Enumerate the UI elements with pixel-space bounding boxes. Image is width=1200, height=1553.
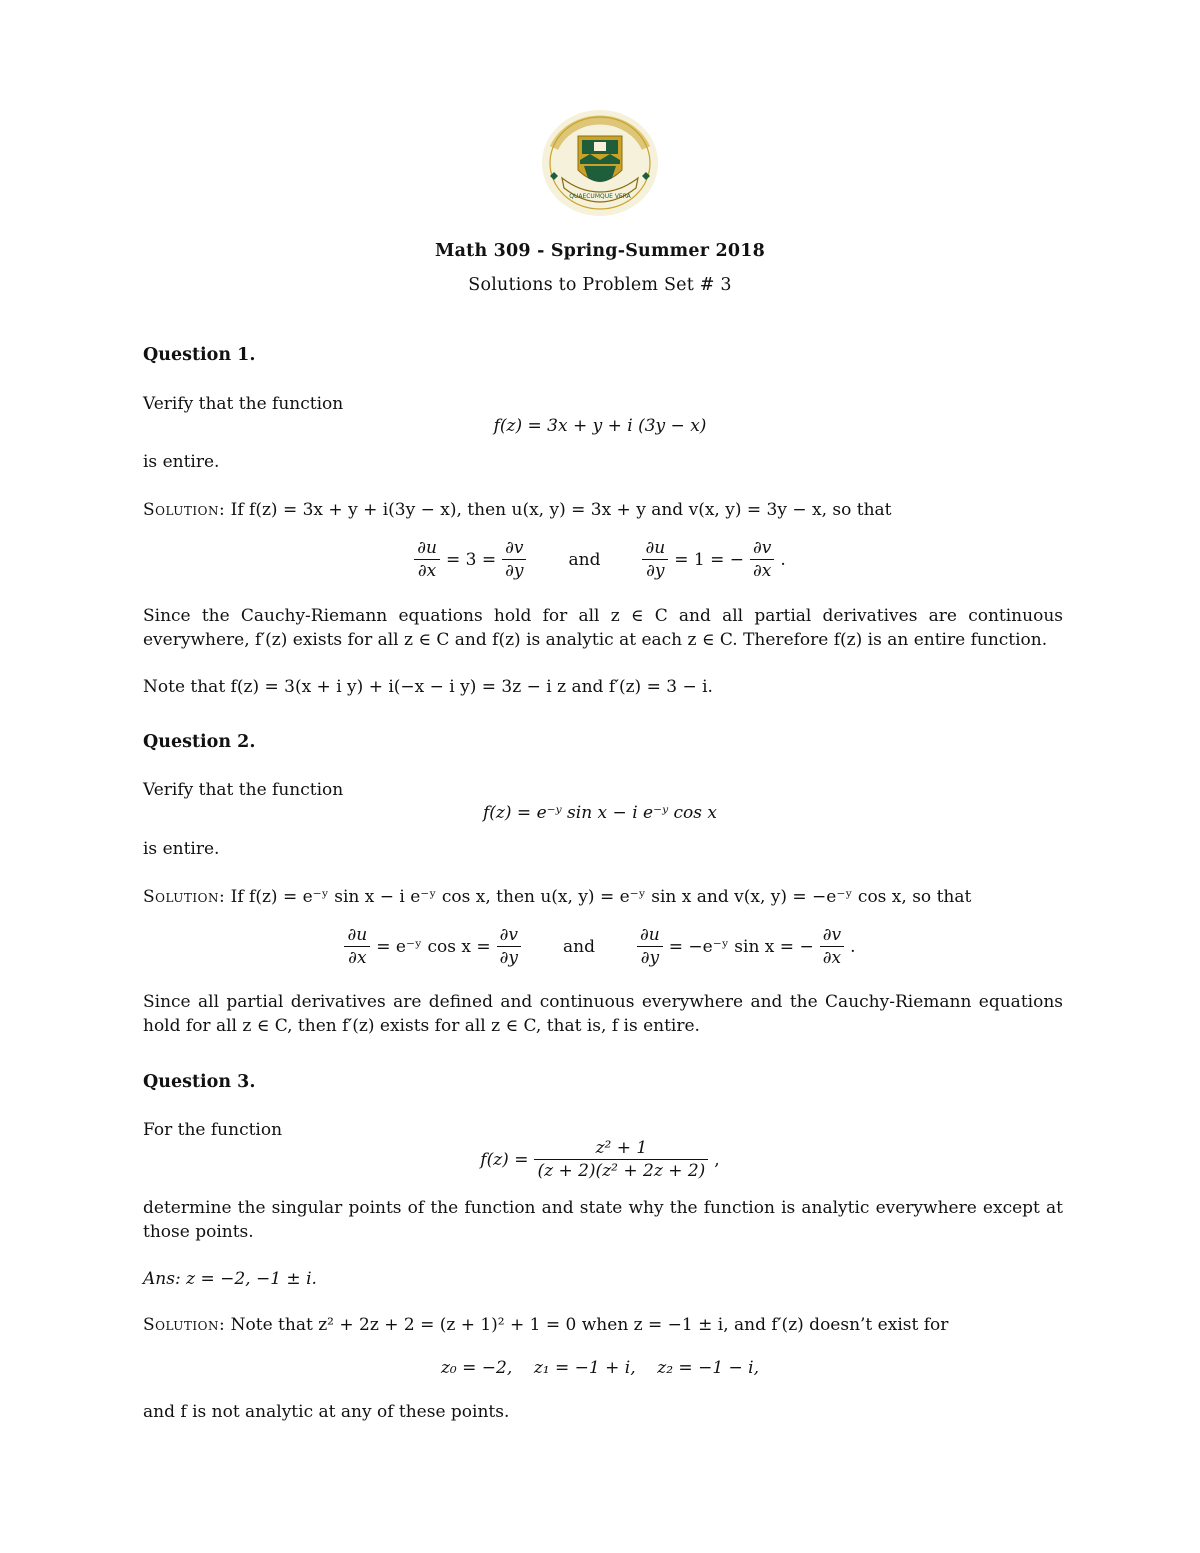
answer-text: z = −2, −1 ± i. xyxy=(186,1269,317,1289)
solution-label: Solution: xyxy=(143,500,226,520)
q1-prompt: Verify that the function xyxy=(143,394,344,414)
q1-tail: is entire. xyxy=(143,452,220,472)
university-seal xyxy=(540,108,660,218)
q3-paragraph: determine the singular points of the function and state why the function is analytic everywhere except at those points. xyxy=(143,1198,1063,1242)
q2-paragraph: Since all partial derivatives are defined and continuous everywhere and the Cauchy-Riemann equations hold for all z ∈ C, then f′(z) exists for all z ∈ C, that is, f is entire. xyxy=(143,992,1063,1036)
q3-solution-text: Note that z² + 2z + 2 = (z + 1)² + 1 = 0 when z = −1 ± i, and f′(z) doesn’t exist for xyxy=(230,1315,949,1335)
q2-solution-text: If f(z) = e⁻ʸ sin x − i e⁻ʸ cos x, then u(x, y) = e⁻ʸ sin x and v(x, y) = −e⁻ʸ cos x, so that xyxy=(230,887,972,907)
q2-tail: is entire. xyxy=(143,839,220,859)
q1-solution-text: If f(z) = 3x + y + i(3y − x), then u(x, y) = 3x + y and v(x, y) = 3y − x, so that xyxy=(230,500,892,520)
q1-paragraph: Since the Cauchy-Riemann equations hold for all z ∈ C and all partial derivatives are continuous everywhere, f′(z) exists for all z ∈ C and f(z) is analytic at each z ∈ C. Therefore f(z) is an entire function. xyxy=(143,606,1063,650)
q2-heading: Question 2. xyxy=(143,732,256,752)
q2-prompt: Verify that the function xyxy=(143,780,344,800)
q3-solution-line xyxy=(143,1313,1063,1337)
q3-heading: Question 3. xyxy=(143,1072,256,1092)
q3-answer xyxy=(143,1267,1063,1291)
solution-label: Solution: xyxy=(143,887,226,907)
solution-label: Solution: xyxy=(143,1315,226,1335)
q3-prompt: For the function xyxy=(143,1120,283,1140)
q1-note: Note that f(z) = 3(x + i y) + i(−x − i y) = 3z − i z and f′(z) = 3 − i. xyxy=(143,677,713,697)
course-title: Math 309 - Spring-Summer 2018 xyxy=(435,241,765,261)
q2-cr-equations: $\frac{\partial u}{\partial x}$ = e⁻ʸ cos x = $\frac{\partial v}{\partial y}$ and $\frac{\partial u}{\partial y}$ = −e⁻ʸ sin x = − $\frac{\partial v}{\partial x}$ . xyxy=(0,924,1200,969)
q1-solution-line xyxy=(143,498,1063,522)
q3-equation: f(z) = $\frac{\text{z² + 1}}{\text{(z + 2)(z² + 2z + 2)}}$ , xyxy=(480,1138,720,1181)
answer-label: Ans: xyxy=(143,1269,181,1289)
q2-equation: f(z) = e⁻ʸ sin x − i e⁻ʸ cos x xyxy=(483,803,717,823)
q3-closing: and f is not analytic at any of these points. xyxy=(143,1402,510,1422)
q1-heading: Question 1. xyxy=(143,345,256,365)
document-subtitle: Solutions to Problem Set # 3 xyxy=(468,275,732,295)
q3-singular-points: z₀ = −2, z₁ = −1 + i, z₂ = −1 − i, xyxy=(440,1358,760,1378)
seal-motto: QUAECUMQUE VERA xyxy=(569,193,631,200)
q2-solution-line xyxy=(143,885,1063,909)
q1-cr-equations: $\frac{\partial u}{\partial x}$ = 3 = $\frac{\partial v}{\partial y}$ and $\frac{\partial u}{\partial y}$ = 1 = − $\frac{\partial v}{\partial x}$ . xyxy=(0,537,1200,582)
q1-equation: f(z) = 3x + y + i (3y − x) xyxy=(493,416,707,436)
